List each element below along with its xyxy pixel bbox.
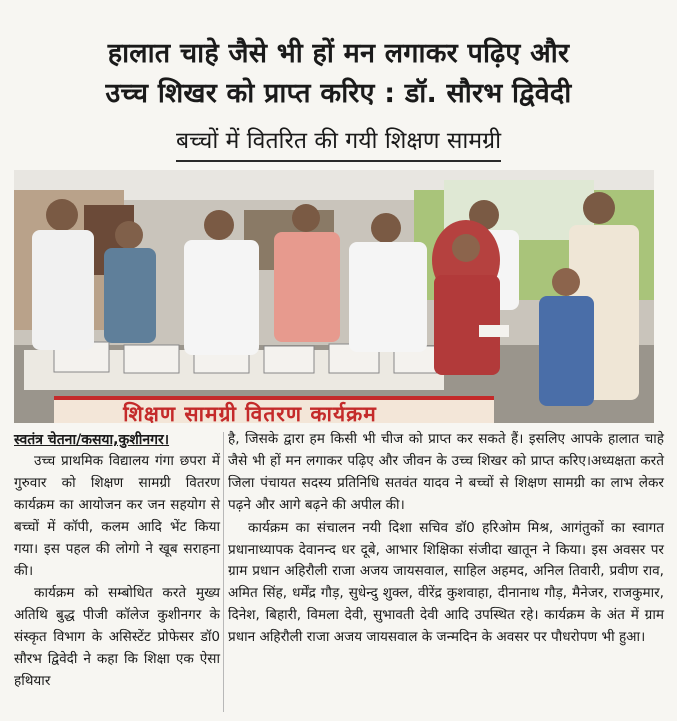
- dateline: स्वतंत्र चेतना/कसया,कुशीनगर।: [14, 432, 170, 448]
- right-paragraph-1: है, जिसके द्वारा हम किसी भी चीज को प्राप्त कर सकते हैं। इसलिए आपके हालात चाहे जैसे भी हों मन लगाकर पढ़िए और जीवन के उच्च शिखर को प्राप्त करिए।अध्यक्षता करते जिला पंचायत सदस्य प्रतिनिधि सतवंत यादव ने बच्चों से शिक्षण सामग्री का लाभ लेकर पढ़ने और आगे बढ़ने की अपील की।: [228, 431, 664, 513]
- left-paragraph-1: उच्च प्राथमिक विद्यालय गंगा छपरा में गुरुवार को शिक्षण सामग्री वितरण कार्यक्रम का आयोजन कर जन सहयोग से बच्चों में कॉपी, कलम आदि भेंट किया गया। इस पहल की लोगो ने खूब सराहना की।: [14, 453, 220, 579]
- column-divider: [223, 432, 224, 712]
- subheadline: [0, 126, 677, 162]
- right-column: [228, 429, 664, 649]
- headline-line-2: उच्च शिखर को प्राप्त करिए : डॉ. सौरभ द्विवेदी: [105, 78, 572, 109]
- subheadline-text: बच्चों में वितरित की गयी शिक्षण सामग्री: [176, 126, 501, 162]
- photo-banner-text: शिक्षण सामग्री वितरण कार्यक्रम: [123, 402, 377, 423]
- left-paragraph-2: कार्यक्रम को सम्बोधित करते मुख्य अतिथि बुद्ध पीजी कॉलेज कुशीनगर के संस्कृत विभाग के असिस्टेंट प्रोफेसर डॉ0 सौरभ द्विवेदी ने कहा कि शिक्षा एक ऐसा हथियार: [14, 585, 220, 690]
- headline-line-1: हालात चाहे जैसे भी हों मन लगाकर पढ़िए और: [107, 38, 570, 69]
- right-paragraph-2: कार्यक्रम का संचालन नयी दिशा सचिव डॉ0 हरिओम मिश्र, आगंतुकों का स्वागत प्रधानाध्यापक देवानन्द धर दूबे, आभार शिक्षिका संजीदा खातून ने किया। इस अवसर पर ग्राम प्रधान अहिरौली राजा अजय जायसवाल, साहिल अहमद, अनिल तिवारी, प्रवीण राव, अमित सिंह, धर्मेंद्र गौड़, सुधेन्दु शुक्ल, वीरेंद्र कुशवाहा, दीनानाथ गौड़, मैनेजर, राजकुमार, दिनेश, बिहारी, विमला देवी, सुभावती देवी आदि उपस्थित रहे। कार्यक्रम के अंत में ग्राम प्रधान अहिरौली राजा अजय जायसवाल के जन्मदिन के अवसर पर पौधरोपण भी हुआ।: [228, 519, 664, 646]
- news-photo-icon: [14, 170, 654, 423]
- left-column: [14, 429, 220, 693]
- news-photo: [14, 170, 654, 423]
